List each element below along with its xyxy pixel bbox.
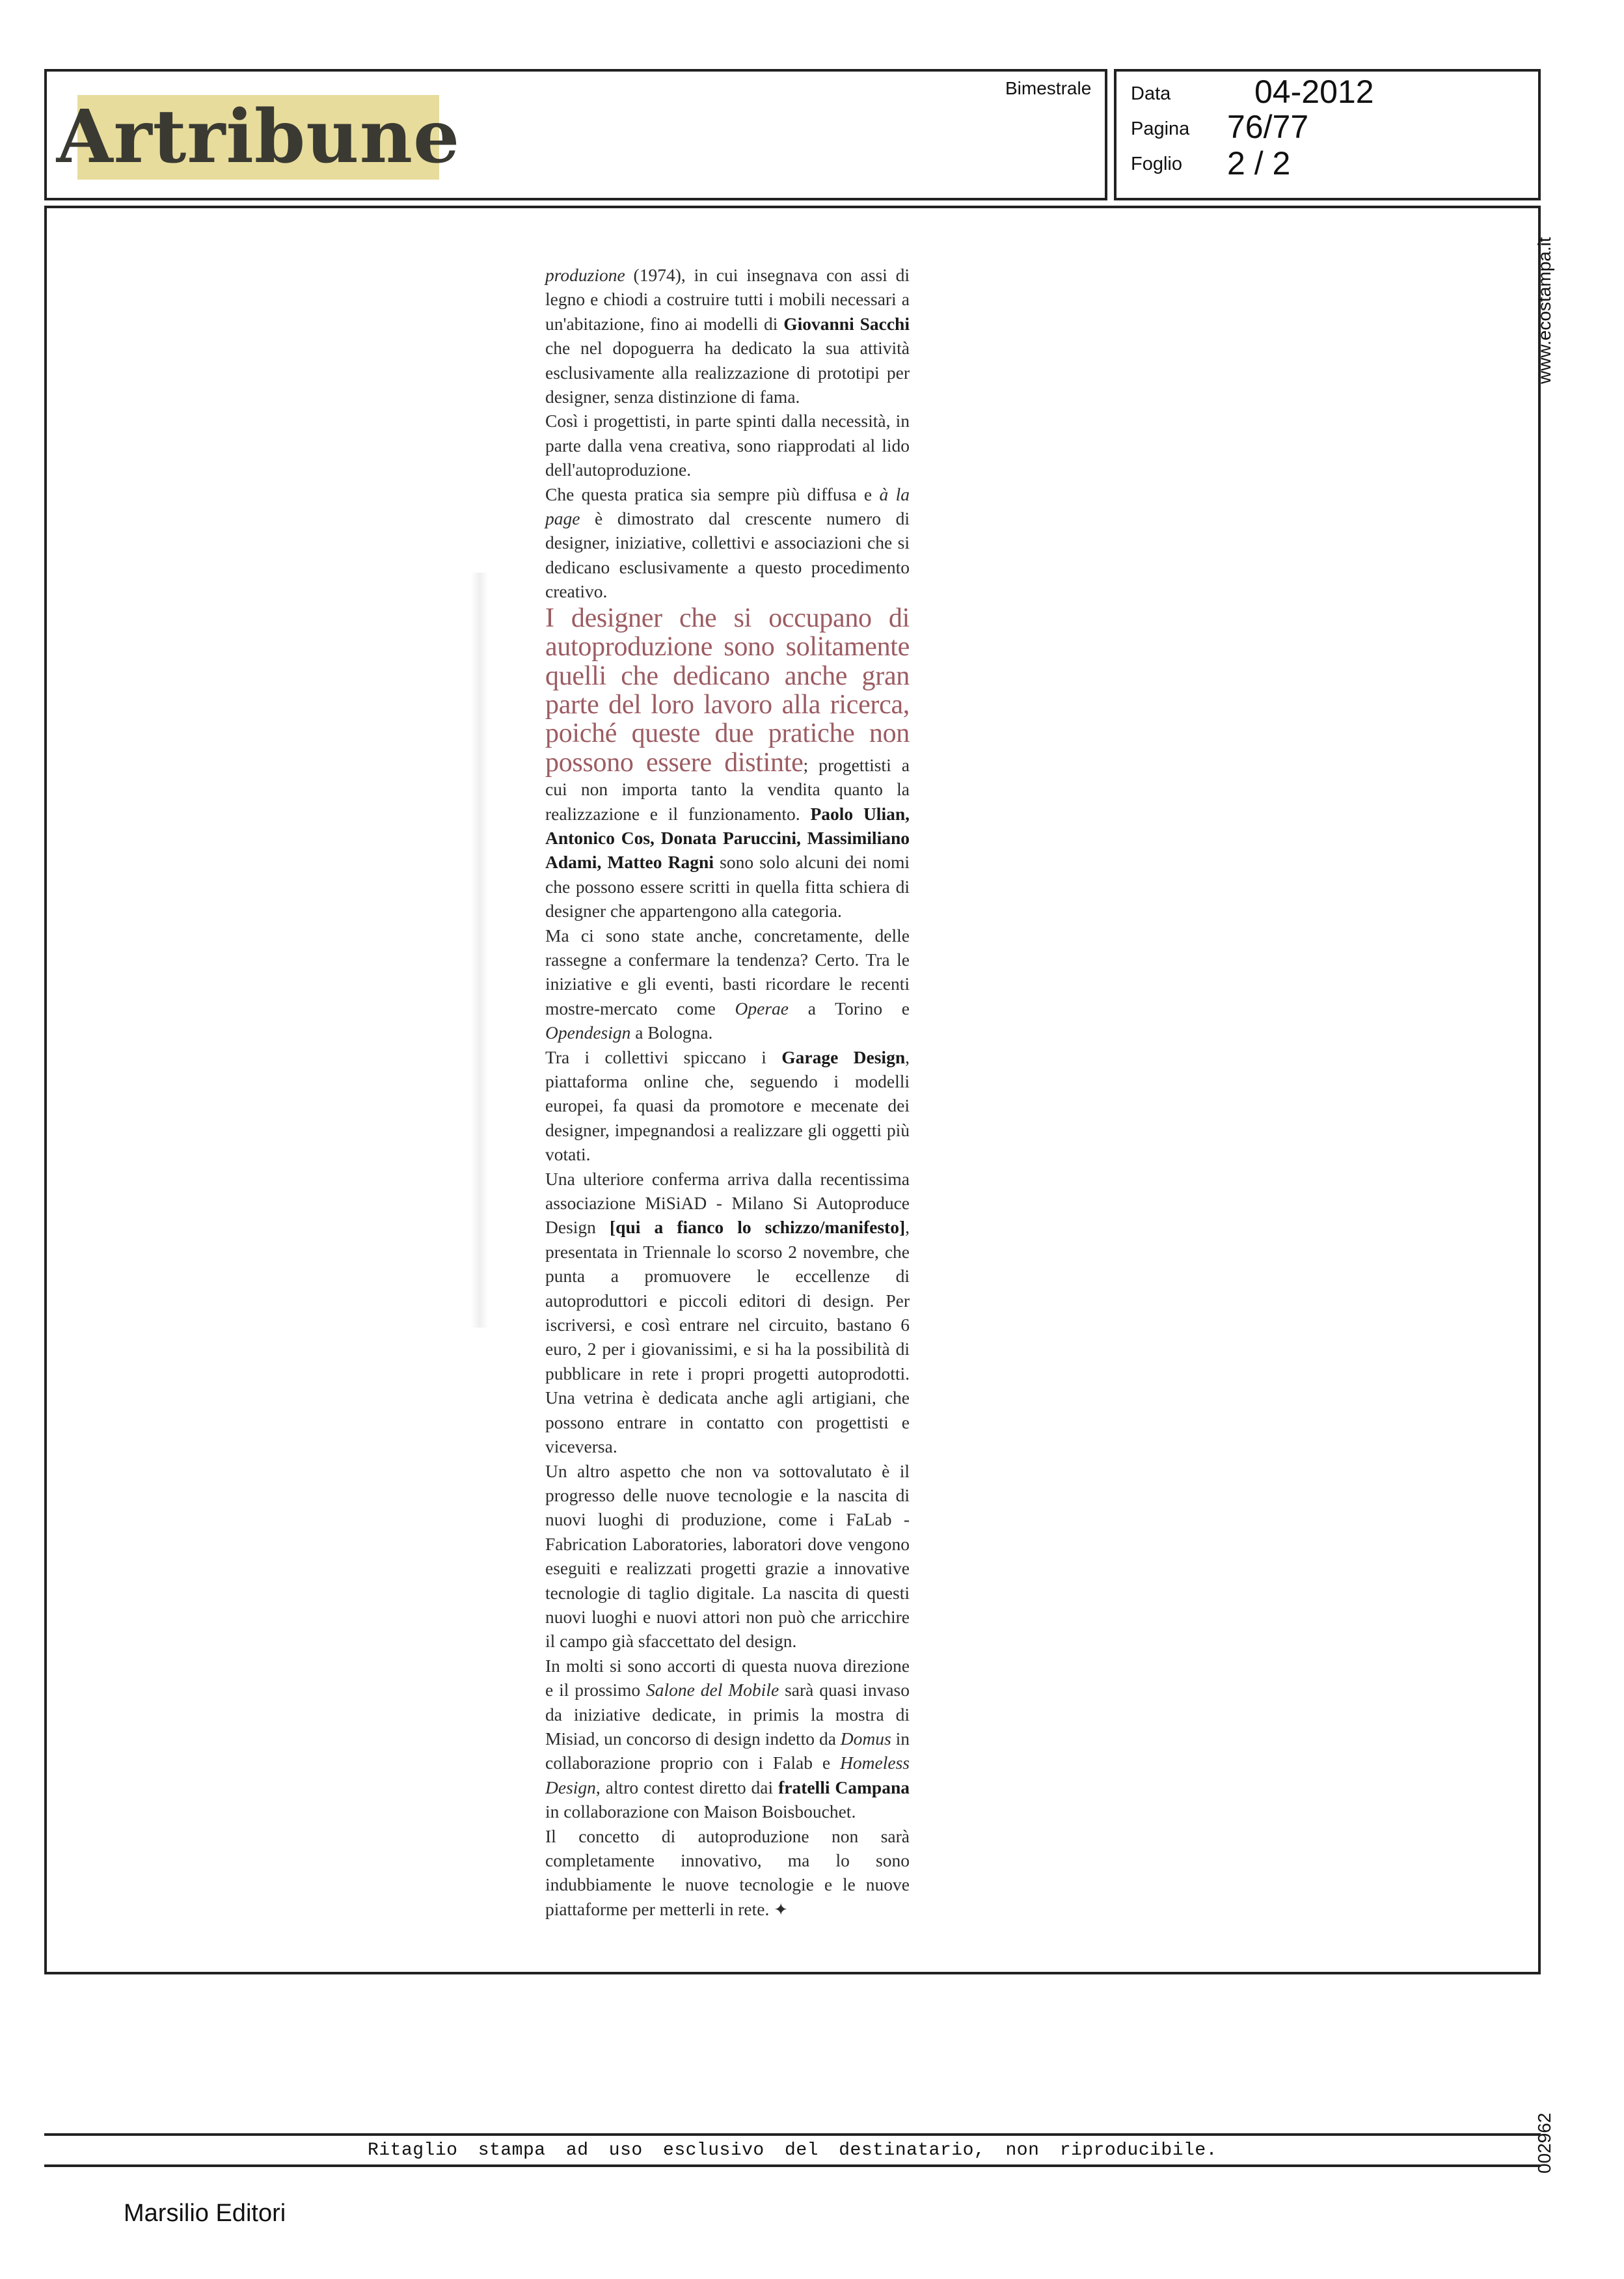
article-paragraph: Così i progettisti, in parte spinti dalla necessità, in parte dalla vena creativa, sono riapprodati al lido dell'autoproduzione.	[545, 411, 910, 480]
article-paragraph: Un altro aspetto che non va sottovalutato è il progresso delle nuove tecnologie e la nascita di nuovi luoghi di produzione, come i FaLab - Fabrication Laboratories, laboratori dove vengono eseguiti e realizzati progetti grazie a innovative tecnologie di taglio digitale. La nascita di questi nuovi luoghi e nuovi attori non può che arricchire il campo già sfaccettato del design.	[545, 1460, 910, 1652]
scan-shadow	[471, 573, 488, 1328]
bold-name: fratelli Campana	[778, 1777, 910, 1797]
article-column	[545, 263, 910, 1922]
text-span: sono solo alcuni dei nomi che possono essere scritti in quella fitta schiera di designer che appartengono alla categoria.	[545, 852, 910, 921]
text-span: è dimostrato dal crescente numero di designer, iniziative, collettivi e associazioni che si dedicano esclusivamente a questo procedimento creativo.	[545, 508, 910, 602]
footer-notice: Ritaglio stampa ad uso esclusivo del destinatario, non riproducibile.	[368, 2140, 1217, 2161]
article-paragraph	[545, 1045, 910, 1167]
text-span: in collaborazione proprio con i Falab e	[545, 1728, 910, 1773]
bold-name: [qui a fianco lo schizzo/manifesto]	[610, 1217, 906, 1238]
italic-text: Domus	[840, 1728, 891, 1749]
text-span: , presentata in Triennale lo scorso 2 novembre, che punta a promuovere le eccellenze di autoproduttori e piccoli editori di design. Per iscriversi, e così entrare nel circuito, bastano 6 euro, 2 per i giovanissimi, e si ha la possibilità di pubblicare in rete i propri progetti autoprodotti. Una vetrina è dedicata anche agli artigiani, che possono entrare in contatto con progettisti e viceversa.	[545, 1217, 910, 1457]
text-span: a Torino e	[789, 998, 910, 1018]
text-span: a Bologna.	[630, 1022, 713, 1043]
article-paragraph	[545, 482, 910, 604]
article-paragraph	[545, 1654, 910, 1824]
foglio-label: Foglio	[1131, 154, 1182, 174]
article-paragraph	[545, 1824, 910, 1922]
article-paragraph	[545, 604, 910, 923]
text-span: Che questa pratica sia sempre più diffusa e	[545, 484, 880, 504]
text-span: , piattaforma online che, seguendo i modelli europei, fa quasi da promotore e mecenate dei designer, impegnandosi a realizzare gli oggetti più votati.	[545, 1046, 910, 1165]
text-span: sarà quasi invaso da iniziative dedicate, in primis la mostra di Misiad, un concorso di design indetto da	[545, 1680, 910, 1749]
italic-text: Opendesign	[545, 1022, 631, 1043]
bold-name: Garage Design	[781, 1046, 906, 1067]
publication-logo	[56, 94, 461, 180]
italic-text: à la page	[545, 484, 910, 529]
periodicity-label: Bimestrale	[1005, 78, 1092, 98]
italic-text: Salone del Mobile	[646, 1680, 779, 1700]
italic-text: Operae	[735, 998, 789, 1018]
article-paragraph	[545, 263, 910, 409]
italic-text: Homeless Design	[545, 1753, 910, 1797]
publisher-name: Marsilio Editori	[124, 2200, 286, 2227]
side-code: 002962	[1534, 2112, 1554, 2174]
pagina-value: 76/77	[1227, 109, 1309, 145]
italic-text: produzione	[545, 265, 625, 285]
article-paragraph	[545, 923, 910, 1045]
text-span: Una ulteriore conferma arriva dalla recentissima associazione MiSiAD - Milano Si Autoproduce Design	[545, 1168, 910, 1238]
pull-quote: I designer che si occupano di autoproduzione sono solitamente quelli che dedicano anche gran parte del loro lavoro alla ricerca, poiché queste due pratiche non possono essere distinte	[545, 603, 910, 778]
text-span: In molti si sono accorti di questa nuova direzione e il prossimo	[545, 1655, 910, 1700]
end-mark-icon: ✦	[774, 1900, 789, 1919]
text-span: , altro contest diretto dai	[595, 1777, 779, 1797]
bold-names: Paolo Ulian, Antonico Cos, Donata Paruccini, Massimiliano Adami, Matteo Ragni	[545, 803, 910, 873]
article-paragraph	[545, 1167, 910, 1459]
bold-name: Giovanni Sacchi	[783, 313, 910, 334]
text-span: Il concetto di autoproduzione non sarà completamente innovativo, ma lo sono indubbiamente le nuove tecnologie e le nuove piattaforme per metterli in rete.	[545, 1825, 910, 1919]
footer-notice-bar	[44, 2133, 1541, 2167]
foglio-value: 2 / 2	[1227, 145, 1291, 182]
side-url: www.ecostampa.it	[1534, 237, 1554, 384]
text-span: Tra i collettivi spiccano i	[545, 1046, 782, 1067]
data-value: 04-2012	[1254, 74, 1374, 110]
text-span: che nel dopoguerra ha dedicato la sua attività esclusivamente alla realizzazione di prototipi per designer, senza distinzione di fama.	[545, 338, 910, 407]
data-label: Data	[1131, 83, 1171, 104]
text-span: in collaborazione con Maison Boisbouchet.	[545, 1801, 856, 1822]
pagina-label: Pagina	[1131, 118, 1190, 139]
text-span: Ma ci sono state anche, concretamente, delle rassegne a confermare la tendenza? Certo. Tra le iniziative e gli eventi, basti ricordare le recenti mostre-mercato come	[545, 925, 910, 1018]
logo-text: Artribune	[56, 94, 461, 180]
text-span: (1974), in cui insegnava con assi di legno e chiodi a costruire tutti i mobili necessari a un'abitazione, fino ai modelli di	[545, 265, 910, 334]
text-span: ; progettisti a cui non importa tanto la vendita quanto la realizzazione e il funzionamento.	[545, 754, 910, 824]
